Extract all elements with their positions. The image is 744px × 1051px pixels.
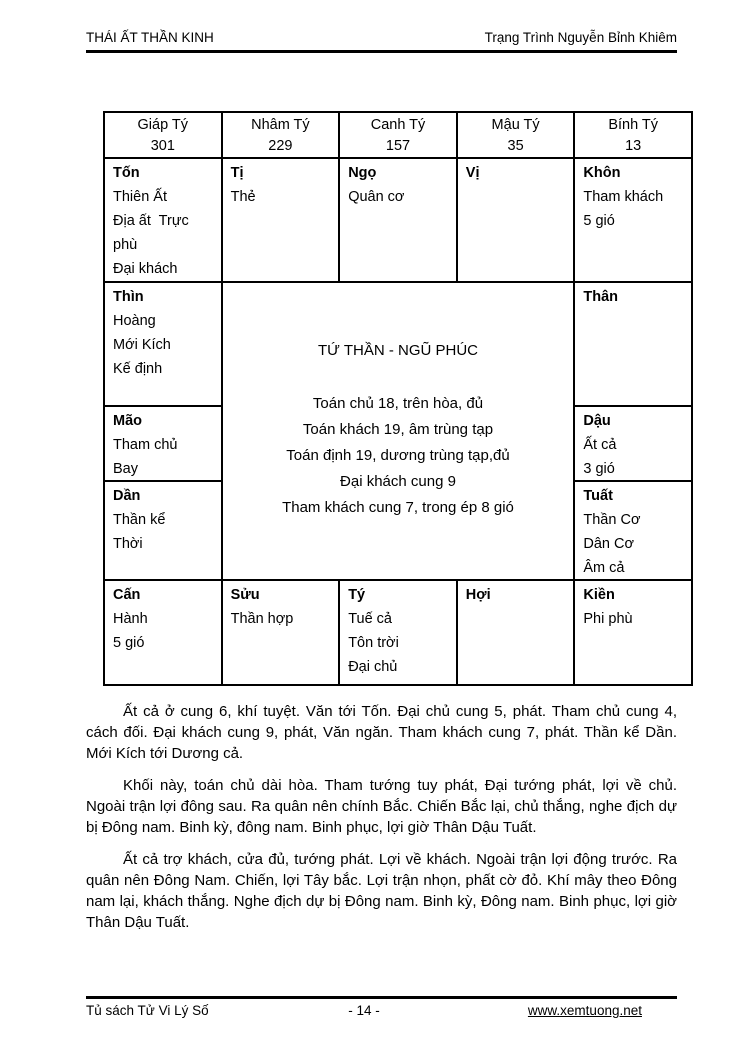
palace-lines: Ất cả 3 gió — [583, 437, 617, 477]
palace-label: Dần — [113, 488, 141, 504]
year-name: Giáp Tý — [137, 117, 189, 133]
year-name: Canh Tý — [370, 117, 426, 133]
paragraph-1: Ất cả ở cung 6, khí tuyệt. Văn tới Tốn. Đại chủ cung 5, phát. Tham chủ cung 4, cách đối. Đại khách cung 9, phát, Văn ngăn. Tham khách cung 7, phát. Thần kể Dần. Mới Kích tới Dương cả. — [86, 703, 677, 762]
palace-cell-mao — [103, 405, 221, 480]
palace-cell-vi — [456, 157, 574, 281]
palace-label: Vị — [465, 165, 480, 181]
year-name: Mậu Tý — [491, 117, 540, 133]
page-footer — [86, 996, 677, 1018]
palace-cell-dau — [573, 405, 691, 480]
palace-lines: Hoàng Mới Kích Kế định — [113, 313, 171, 377]
palace-lines: Hành 5 gió — [113, 611, 148, 651]
palace-lines: Thần Cơ Dân Cơ Âm cả — [583, 512, 641, 576]
page-header — [86, 30, 677, 53]
palace-label: Tị — [230, 165, 244, 181]
palace-lines: Thần kể Thời — [113, 512, 166, 552]
footer-site-wrap — [457, 1003, 677, 1018]
year-value: 13 — [625, 138, 642, 154]
palace-cell-ty — [338, 579, 456, 686]
palace-lines: Quân cơ — [348, 189, 405, 205]
year-cell-canh-ty — [338, 111, 456, 157]
palace-label: Thìn — [113, 289, 144, 305]
paragraph-2: Khối này, toán chủ dài hòa. Tham tướng tuy phát, Đại tướng phát, lợi về chủ. Ngoài trận lợi đông sau. Ra quân nên chính Bắc. Chiến Bắc lại, chủ thắng, nghe địch dự bị Đông nam. Binh kỳ, đông nam. Binh phục, lợi giờ Thân Dậu Tuất. — [86, 777, 677, 836]
palace-cell-ti — [221, 157, 339, 281]
center-lines: Toán chủ 18, trên hòa, đủ Toán khách 19, âm trùng tạp Toán định 19, dương trùng tạp,đủ Đại khách cung 9 Tham khách cung 7, trong ép 8 gió — [282, 395, 514, 516]
palace-label: Tý — [348, 587, 366, 603]
palace-label: Tốn — [113, 165, 140, 181]
year-value: 157 — [385, 138, 411, 154]
palace-lines: Phi phù — [583, 611, 633, 627]
palace-lines: Thẻ — [230, 189, 256, 205]
palace-lines: Thiên Ất Địa ất Trực phù Đại khách — [113, 189, 193, 277]
palace-cell-thin — [103, 281, 221, 405]
palace-cell-dan — [103, 480, 221, 579]
palace-label: Mão — [113, 413, 142, 429]
palace-label: Sửu — [230, 587, 260, 603]
paragraph-3: Ất cả trợ khách, cửa đủ, tướng phát. Lợi về khách. Ngoài trận lợi động trước. Ra quân nên Đông Nam. Chiến, lợi Tây bắc. Lợi trận nhọn, phất cờ đỏ. Khí mây theo Đông nam lại, khách thắng. Nghe địch dự bị Đông nam. Binh kỳ, Đông nam. Binh phục, lợi giờ Thân Dậu Tuất. — [86, 851, 677, 931]
palace-label: Khôn — [583, 165, 621, 181]
year-cell-mau-ty — [456, 111, 574, 157]
footer-series: Tủ sách Tử Vi Lý Số — [86, 1003, 209, 1018]
palace-label: Thân — [583, 289, 619, 305]
header-title: THÁI ẤT THẦN KINH — [86, 30, 214, 45]
palace-lines: Tuế cả Tôn trời Đại chủ — [348, 611, 399, 675]
body-text — [86, 701, 677, 944]
palace-lines: Tham chủ Bay — [113, 437, 178, 477]
palace-label: Cấn — [113, 587, 141, 603]
year-name: Nhâm Tý — [251, 117, 310, 133]
year-cell-binh-ty — [573, 111, 691, 157]
palace-cell-than — [573, 281, 691, 405]
center-title: TỨ THẦN - NGŨ PHÚC — [317, 342, 479, 359]
year-value: 35 — [507, 138, 524, 154]
center-summary-cell — [221, 281, 574, 579]
palace-lines: Tham khách 5 gió — [583, 189, 664, 229]
palace-lines: Thần hợp — [230, 611, 294, 627]
palace-cell-ngo — [338, 157, 456, 281]
palace-label: Tuất — [583, 488, 613, 504]
palace-label: Hợi — [465, 587, 491, 603]
year-name: Bính Tý — [608, 117, 659, 133]
palace-cell-can — [103, 579, 221, 686]
year-cell-giap-ty — [103, 111, 221, 157]
year-value: 229 — [268, 138, 293, 154]
footer-page-number: - 14 - — [348, 1003, 380, 1018]
palace-cell-hoi — [456, 579, 574, 686]
palace-cell-kien — [573, 579, 691, 686]
palace-label: Ngọ — [348, 165, 377, 181]
palace-label: Dậu — [583, 413, 611, 429]
header-author: Trạng Trình Nguyễn Bỉnh Khiêm — [484, 30, 677, 45]
palace-cell-suu — [221, 579, 339, 686]
thai-at-chart — [103, 111, 693, 686]
palace-cell-tuat — [573, 480, 691, 579]
year-value: 301 — [150, 138, 175, 154]
palace-cell-ton — [103, 157, 221, 281]
palace-label: Kiền — [583, 587, 615, 603]
palace-cell-khon — [573, 157, 691, 281]
year-cell-nham-ty — [221, 111, 339, 157]
footer-site-link[interactable]: www.xemtuong.net — [527, 1003, 642, 1018]
